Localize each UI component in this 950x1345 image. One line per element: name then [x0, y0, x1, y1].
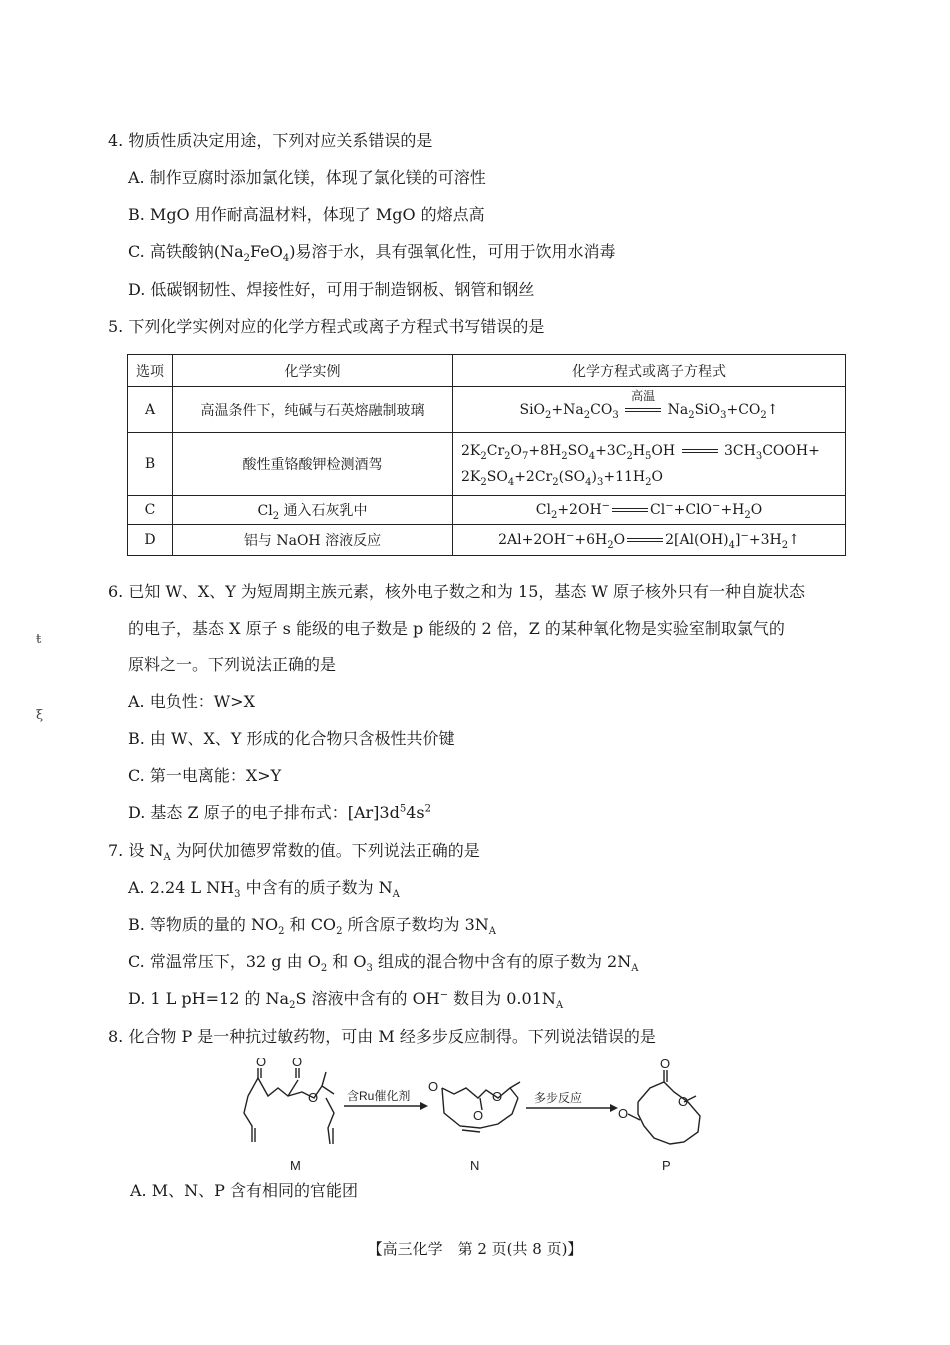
header-example: 化学实例: [173, 355, 453, 387]
q7-stem: 7. 设 $N_A$ 为阿伏加德罗常数的值。下列说法正确的是: [108, 841, 480, 864]
q6-option-a: A. 电负性：W>X: [128, 692, 255, 711]
row-option: B: [128, 433, 173, 496]
row-equation: $Cl_2+2OH^-$ $Cl^-+ClO^-+H_2O$: [453, 496, 846, 525]
table-row: [128, 387, 846, 433]
row-equation: $2K_2Cr_2O_7+8H_2SO_4+3C_2H_5OH$ $3CH_3COOH+$ $2K_2SO_4+2Cr_2(SO_4)_3+11H_2O$: [453, 433, 846, 496]
q7-option-b: B. 等物质的量的 $NO_2$ 和 $CO_2$ 所含原子数均为 $3N_A$: [128, 915, 497, 938]
q8-option-a: A. M、N、P 含有相同的官能团: [130, 1181, 358, 1200]
svg-text:O: O: [660, 1058, 671, 1071]
reaction-scheme: [230, 1058, 720, 1176]
header-option: 选项: [128, 355, 173, 387]
svg-text:O: O: [428, 1079, 439, 1094]
table-row: [128, 433, 846, 496]
row-equation: $2Al+2OH^-+6H_2O$ $2[Al(OH)_4]^-+3H_2↑$: [453, 525, 846, 556]
arrow2-label: 多步反应: [534, 1091, 583, 1105]
molecule-m: [244, 1068, 334, 1144]
q6-stem-line2: 的电子，基态 X 原子 s 能级的电子数是 p 能级的 2 倍，Z 的某种氧化物是实验室制取氯气的: [128, 619, 785, 638]
q6-stem-line3: 原料之一。下列说法正确的是: [128, 655, 337, 674]
q5-stem: 5. 下列化学实例对应的化学方程式或离子方程式书写错误的是: [108, 317, 545, 336]
q6-option-c: C. 第一电离能：X>Y: [128, 766, 282, 785]
row-equation: $SiO_2+Na_2CO_3$ 高温 $Na_2SiO_3+CO_2↑$: [453, 387, 846, 433]
row-option: C: [128, 496, 173, 525]
svg-text:O: O: [473, 1108, 484, 1123]
svg-text:O: O: [618, 1106, 629, 1121]
q7-option-a: A. 2.24 L $NH_3$ 中含有的质子数为 $N_A$: [128, 878, 400, 901]
row-example: 酸性重铬酸钾检测酒驾: [173, 433, 453, 496]
svg-text:O: O: [292, 1058, 303, 1069]
row-example: $Cl_2$ 通入石灰乳中: [173, 496, 453, 525]
arrow1-label: 含Ru催化剂: [347, 1089, 411, 1103]
q4-option-c: C. 高铁酸钠$(Na_2FeO_4)$易溶于水，具有强氧化性，可用于饮用水消毒: [128, 242, 616, 265]
q8-stem: 8. 化合物 P 是一种抗过敏药物，可由 M 经多步反应制得。下列说法错误的是: [108, 1027, 656, 1046]
label-p: P: [662, 1158, 671, 1173]
q4-option-d: D. 低碳钢韧性、焊接性好，可用于制造钢板、钢管和钢丝: [128, 280, 535, 299]
page-footer: 【高三化学 第 2 页(共 8 页)】: [367, 1240, 583, 1258]
q4-option-a: A. 制作豆腐时添加氯化镁，体现了氯化镁的可溶性: [128, 168, 486, 187]
table-row: [128, 496, 846, 525]
row-example: 铝与 NaOH 溶液反应: [173, 525, 453, 556]
table-row: [128, 525, 846, 556]
q6-stem-line1: 6. 已知 W、X、Y 为短周期主族元素，核外电子数之和为 15，基态 W 原子核外只有一种自旋状态: [108, 582, 805, 601]
q4-option-b: B. MgO 用作耐高温材料，体现了 MgO 的熔点高: [128, 205, 485, 224]
margin-mark: ŧ: [36, 632, 42, 647]
svg-text:O: O: [256, 1058, 267, 1069]
svg-text:O: O: [308, 1090, 319, 1105]
molecule-p: [628, 1070, 700, 1144]
svg-text:O: O: [492, 1089, 503, 1104]
equation-table: [127, 354, 846, 556]
row-option: D: [128, 525, 173, 556]
label-n: N: [470, 1158, 480, 1173]
row-example: 高温条件下，纯碱与石英熔融制玻璃: [173, 387, 453, 433]
row-option: A: [128, 387, 173, 433]
q7-option-d: D. 1 L pH=12 的 $Na_2S$ 溶液中含有的 OH− 数目为 $0.01N_A$: [128, 989, 564, 1012]
margin-mark: ξ: [36, 708, 44, 723]
svg-text:O: O: [678, 1094, 689, 1109]
q7-option-c: C. 常温常压下，32 g 由 $O_2$ 和 $O_3$ 组成的混合物中含有的原子数为 $2N_A$: [128, 952, 639, 975]
q4-stem: 4. 物质性质决定用途，下列对应关系错误的是: [108, 131, 433, 150]
label-m: M: [290, 1158, 301, 1173]
header-equation: 化学方程式或离子方程式: [453, 355, 846, 387]
q6-option-b: B. 由 W、X、Y 形成的化合物只含极性共价键: [128, 729, 455, 748]
molecule-n: [442, 1082, 520, 1132]
reaction-condition: 高温: [631, 388, 656, 403]
q6-option-d: D. 基态 Z 原子的电子排布式：$[Ar]3d^54s^2$: [128, 803, 431, 822]
